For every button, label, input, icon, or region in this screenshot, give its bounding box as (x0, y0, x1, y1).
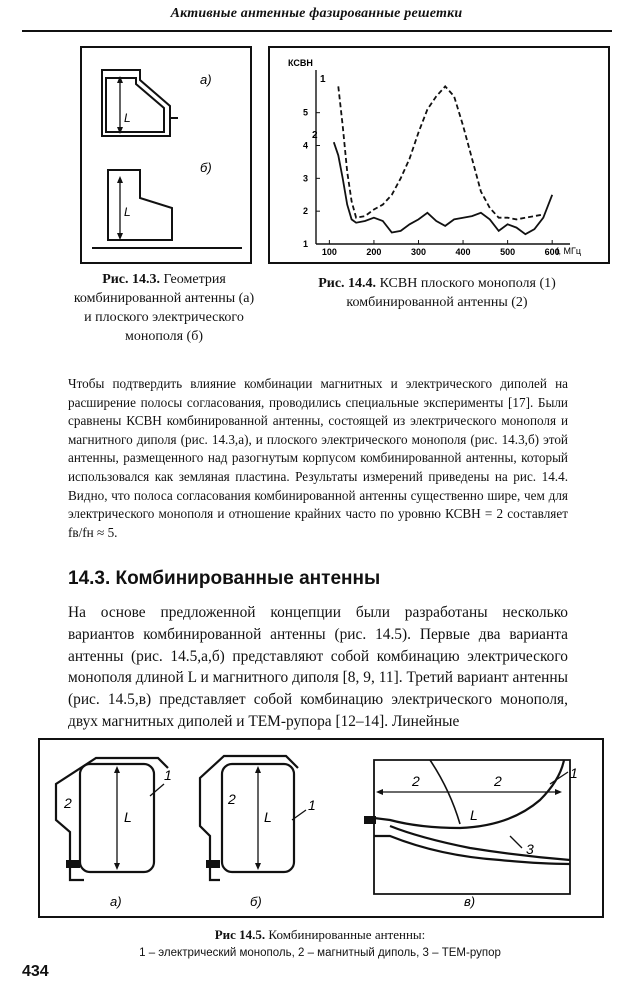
fig-14-5a-label-2: 2 (64, 795, 72, 811)
fig-14-5c-label-1: 1 (570, 765, 578, 781)
vswr-chart (270, 48, 608, 262)
chart-x-axis-label: f, МГц (556, 246, 582, 256)
fig-14-4-caption-number: Рис. 14.4. (318, 276, 377, 291)
header-rule (22, 30, 612, 32)
fig-14-5b-label-1: 1 (308, 797, 316, 813)
chart-series-label-1: 1 (320, 74, 326, 85)
fig-14-5c-dim-label: L (470, 807, 478, 823)
page-number: 434 (22, 963, 49, 980)
fig-14-3-dim-label-a: L (124, 111, 131, 125)
paragraph-2 (68, 602, 568, 733)
chart-x-tick-label: 200 (366, 247, 382, 257)
fig-14-3-label-a: а) (200, 72, 212, 87)
fig-14-5-caption-legend: 1 – электрический монополь, 2 – магнитный диполь, 3 – ТЕМ-рупор (139, 947, 501, 959)
paragraph-1-text: Чтобы подтвердить влияние комбинации магнитных и электрического диполей на расширение полосы согласования, проводились специальные эксперименты [17]. Были сравнены КСВН комбинированной антенны, состоящей из электрического монополя и магнитного диполя (рис. 14.3,а), и плоского электрического монополя (рис. 14.3,б) этой антенны, размещенного над разогнутым корпусом комбинированной антенны, который использовался как земляная пластина. Результаты измерений приведены на рис. 14.4. Видно, что полоса согласования комбинированной антенны существенно шире, чем для электрического монополя и отношение крайних часто по уровню КСВН = 2 составляет fв/fн ≈ 5. (68, 376, 568, 540)
fig-14-5b-label-2: 2 (228, 791, 236, 807)
chart-y-tick-label: 3 (302, 173, 308, 184)
paragraph-2-text: На основе предложенной концепции были разработаны несколько вариантов комбинированной антенны (рис. 14.5). Первые два варианта антенны (рис. 14.5,а,б) представляют собой комбинацию электрического монополя длиной L и магнитного диполя [8, 9, 11]. Третий вариант антенны (рис. 14.5,в) представляет собой комбинацию электрического монополя, двух магнитных диполей и ТЕМ-рупора [12–14]. Линейные (68, 604, 568, 730)
fig-14-3-dim-label-b: L (124, 205, 131, 219)
paragraph-1 (68, 375, 568, 542)
figure-14-3-caption (48, 270, 280, 346)
fig-14-5-label-a: а) (110, 894, 122, 909)
chart-x-tick-label: 300 (410, 247, 427, 257)
figure-14-4-caption (268, 274, 606, 312)
chart-x-tick-label: 500 (500, 247, 516, 257)
figure-14-5-box (38, 738, 604, 918)
running-head: Активные антенные фазированные решетки (170, 6, 463, 21)
chart-series-label-2: 2 (312, 130, 318, 141)
chart-series-2-line (334, 142, 552, 234)
chart-series-1-line (338, 86, 543, 219)
chart-x-tick-label: 400 (455, 247, 471, 257)
chart-y-tick-label: 1 (302, 239, 308, 249)
chart-x-tick-label: 600 (544, 247, 560, 257)
fig-14-5-caption-title: Комбинированные антенны: (268, 927, 426, 942)
fig-14-4-caption-line1: КСВН плоского монополя (1) (379, 276, 556, 291)
chart-y-tick-label: 2 (302, 206, 308, 217)
fig-14-3-caption-line4: монополя (б) (124, 329, 204, 344)
chart-y-tick-label: 4 (302, 140, 308, 151)
fig-14-3-caption-number: Рис. 14.3. (102, 272, 161, 287)
fig-14-3-caption-line2: комбинированной антенны (а) (73, 291, 255, 306)
figure-14-3-box (80, 46, 252, 264)
fig-14-3-caption-line3: и плоского электрического (84, 310, 244, 325)
fig-14-3-caption-line1: Геометрия (163, 272, 226, 287)
fig-14-5a-dim-label: L (124, 809, 132, 825)
figure-14-5-caption (80, 926, 560, 962)
fig-14-5c-label-2-left: 2 (412, 773, 420, 789)
fig-14-5-label-c: в) (464, 894, 476, 909)
figure-14-4-box (268, 46, 610, 264)
fig-14-5-label-b: б) (250, 894, 262, 909)
figure-14-3-drawing (82, 48, 250, 262)
chart-y-tick-label: 5 (302, 107, 308, 118)
fig-14-5a-label-1: 1 (164, 767, 172, 783)
fig-14-4-caption-line2: комбинированной антенны (2) (346, 295, 528, 310)
fig-14-5c-label-3: 3 (526, 841, 534, 857)
fig-14-3-label-b: б) (200, 160, 212, 175)
figure-14-5-drawing (40, 740, 602, 916)
chart-y-axis-label: КСВН (288, 58, 313, 68)
section-title: 14.3. Комбинированные антенны (68, 568, 381, 589)
fig-14-5b-dim-label: L (264, 809, 272, 825)
fig-14-5-caption-number: Рис 14.5. (214, 927, 266, 942)
fig-14-5c-label-2-right: 2 (494, 773, 502, 789)
chart-x-tick-label: 100 (321, 247, 337, 257)
